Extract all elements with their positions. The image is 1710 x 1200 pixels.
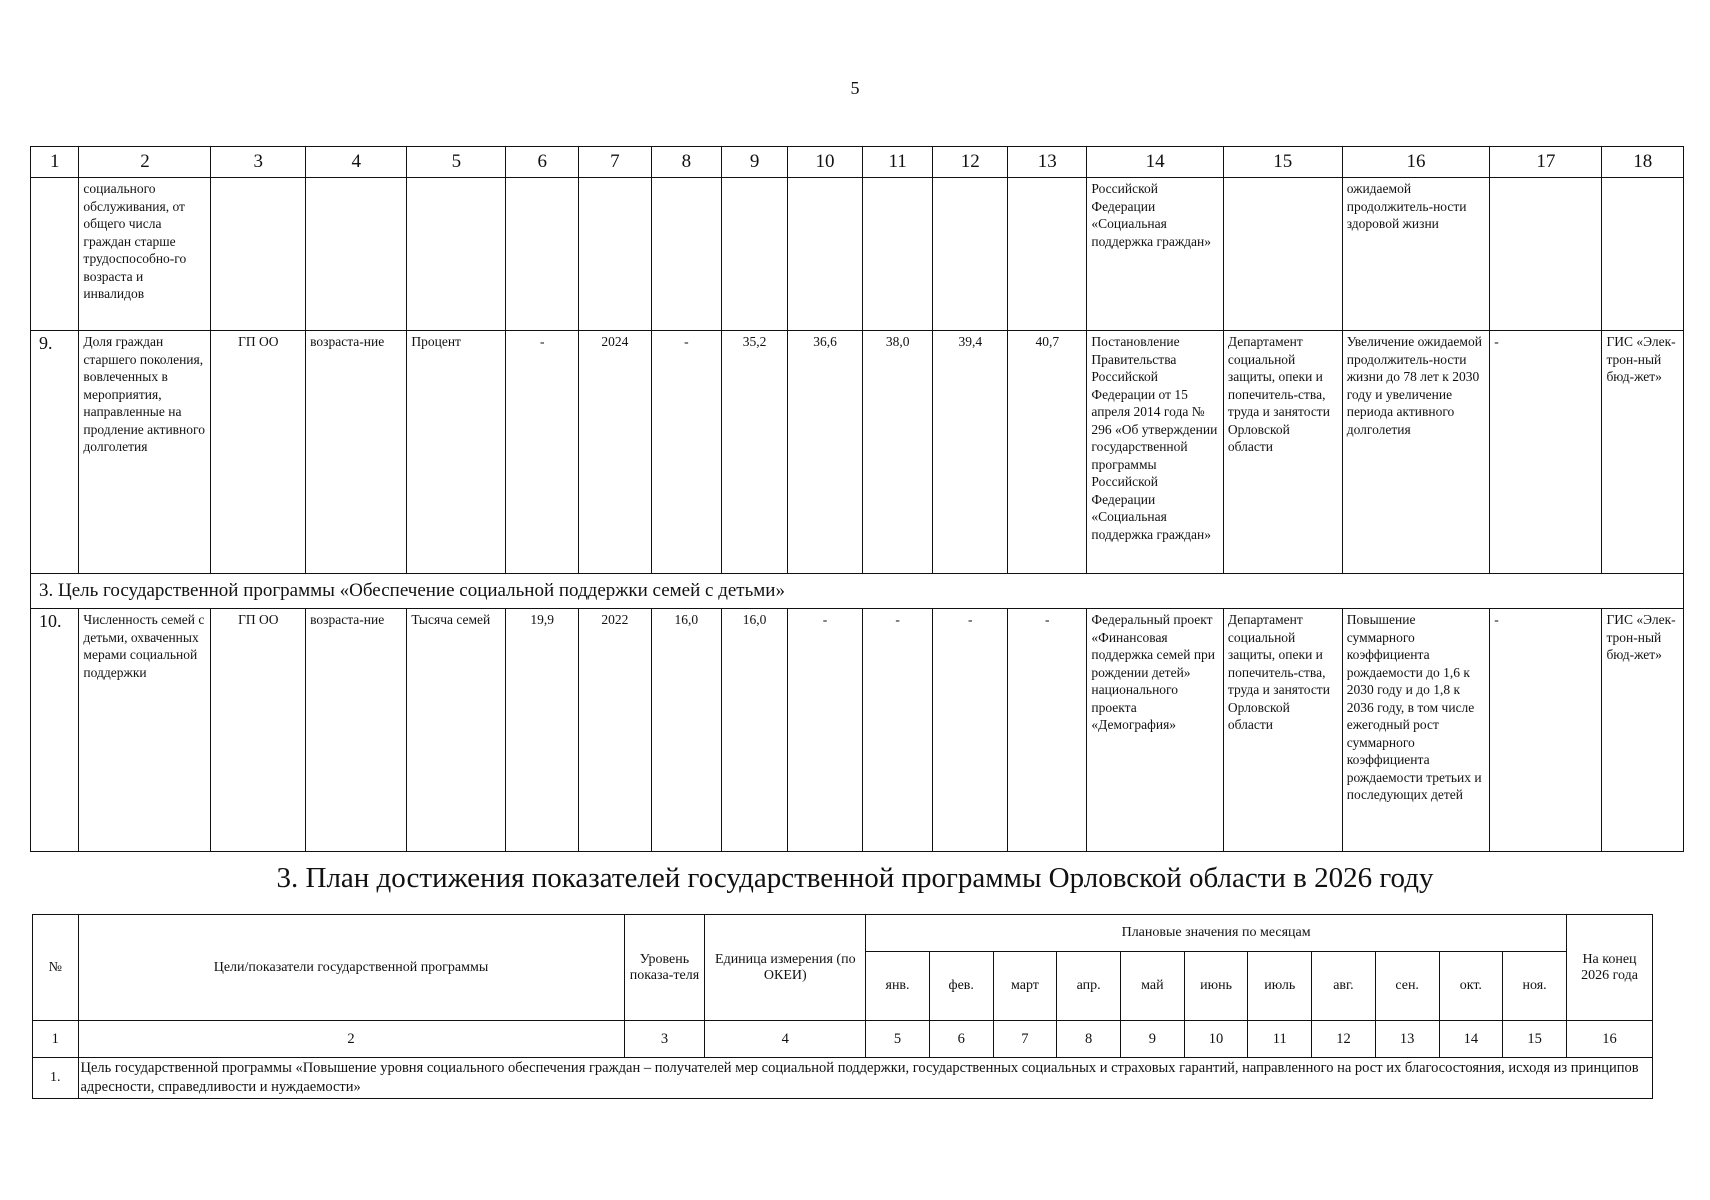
info-system-cell: ГИС «Элек-трон-ный бюд-жет» — [1602, 331, 1684, 574]
column-number: 13 — [1375, 1021, 1439, 1058]
end-of-year-header: На конец 2026 года — [1567, 915, 1653, 1021]
column-number: 2 — [78, 1021, 624, 1058]
col17-cell: - — [1490, 609, 1602, 852]
indicators-table — [30, 146, 1684, 852]
section-heading: 3. План достижения показателей государственной программы Орловской области в 2026 году — [276, 862, 1434, 894]
column-header: 10 — [788, 147, 863, 178]
goal-1-text: Цель государственной программы «Повышение уровня социального обеспечения граждан – получателей мер социальной поддержки, государственных социальных и страховых гарантий, направленного на рост их благосостояния, исходя из принципов адресности, справедливости и нуждаемости» — [78, 1058, 1653, 1099]
column-number: 4 — [705, 1021, 866, 1058]
column-number: 15 — [1503, 1021, 1567, 1058]
column-header: 7 — [579, 147, 652, 178]
goal-3-heading: 3. Цель государственной программы «Обеспечение социальной поддержки семей с детьми» — [31, 574, 1684, 609]
column-header: 8 — [651, 147, 721, 178]
indicator-name: Доля граждан старшего поколения, вовлеченных в мероприятия, направленные на продление активного долголетия — [79, 331, 211, 574]
column-number: 5 — [866, 1021, 930, 1058]
table-row-continued — [31, 178, 1684, 331]
column-header: 12 — [933, 147, 1008, 178]
indicator-name: социального обслуживания, от общего числа граждан старше трудоспособно-го возраста и инвалидов — [79, 178, 211, 331]
column-number: 9 — [1120, 1021, 1184, 1058]
base-value: - — [506, 331, 579, 574]
month-header: авг. — [1312, 952, 1376, 1021]
month-header: июнь — [1184, 952, 1248, 1021]
column-header: 14 — [1087, 147, 1223, 178]
document-cell: Российской Федерации «Социальная поддержка граждан» — [1087, 178, 1223, 331]
goals-header: Цели/показатели государственной программы — [78, 915, 624, 1021]
base-value: 19,9 — [506, 609, 579, 852]
base-year: 2022 — [579, 609, 652, 852]
document-cell: Постановление Правительства Российской Федерации от 15 апреля 2014 года № 296 «Об утверждении государственной программы Российской Федерации «Социальная поддержка граждан» — [1087, 331, 1223, 574]
column-header: 2 — [79, 147, 211, 178]
value-cell: - — [1008, 609, 1087, 852]
level-header: Уровень показа-теля — [624, 915, 705, 1021]
column-number: 12 — [1312, 1021, 1376, 1058]
month-header: июль — [1248, 952, 1312, 1021]
column-number: 16 — [1567, 1021, 1653, 1058]
indicator-name: Численность семей с детьми, охваченных мерами социальной поддержки — [79, 609, 211, 852]
column-header: 3 — [211, 147, 306, 178]
goal-row — [31, 574, 1684, 609]
column-number: 7 — [993, 1021, 1057, 1058]
column-number-row — [33, 1021, 1653, 1058]
info-system-cell: ГИС «Элек-трон-ный бюд-жет» — [1602, 609, 1684, 852]
value-cell: 40,7 — [1008, 331, 1087, 574]
column-header: 13 — [1008, 147, 1087, 178]
monthly-values-header: Плановые значения по месяцам — [866, 915, 1567, 952]
column-header: 15 — [1223, 147, 1342, 178]
column-number: 10 — [1184, 1021, 1248, 1058]
month-header: май — [1120, 952, 1184, 1021]
column-header: 1 — [31, 147, 79, 178]
month-header: ноя. — [1503, 952, 1567, 1021]
column-number: 11 — [1248, 1021, 1312, 1058]
column-header: 9 — [722, 147, 788, 178]
column-number: 1 — [33, 1021, 79, 1058]
number-header: № — [33, 915, 79, 1021]
indicator-level: ГП ОО — [211, 609, 306, 852]
table-row — [31, 609, 1684, 852]
value-cell: - — [862, 609, 932, 852]
column-header: 17 — [1490, 147, 1602, 178]
document-cell: Федеральный проект «Финансовая поддержка семей при рождении детей» национального проекта «Демография» — [1087, 609, 1223, 852]
national-goal-cell: Увеличение ожидаемой продолжитель-ности жизни до 78 лет к 2030 году и увеличение периода активного долголетия — [1342, 331, 1489, 574]
month-header: апр. — [1057, 952, 1121, 1021]
month-header: сен. — [1375, 952, 1439, 1021]
column-number-row — [31, 147, 1684, 178]
row-number: 9. — [31, 331, 79, 574]
column-number: 6 — [929, 1021, 993, 1058]
value-cell: 36,6 — [788, 331, 863, 574]
value-cell: 35,2 — [722, 331, 788, 574]
base-year: 2024 — [579, 331, 652, 574]
goal-row — [33, 1058, 1653, 1099]
unit-header: Единица измерения (по ОКЕИ) — [705, 915, 866, 1021]
monthly-plan-table — [32, 914, 1653, 1099]
column-header: 16 — [1342, 147, 1489, 178]
value-cell: 39,4 — [933, 331, 1008, 574]
value-cell: 16,0 — [722, 609, 788, 852]
value-cell: 38,0 — [862, 331, 932, 574]
national-goal-cell: ожидаемой продолжитель-ности здоровой жизни — [1342, 178, 1489, 331]
indicator-unit: Процент — [407, 331, 506, 574]
goal-number: 1. — [33, 1058, 79, 1099]
month-header: фев. — [929, 952, 993, 1021]
responsible-cell: Департамент социальной защиты, опеки и попечитель-ства, труда и занятости Орловской области — [1223, 609, 1342, 852]
indicator-level: ГП ОО — [211, 331, 306, 574]
value-cell: 16,0 — [651, 609, 721, 852]
column-header: 18 — [1602, 147, 1684, 178]
indicator-unit: Тысяча семей — [407, 609, 506, 852]
month-header: окт. — [1439, 952, 1503, 1021]
column-header: 11 — [862, 147, 932, 178]
value-cell: - — [651, 331, 721, 574]
column-number: 3 — [624, 1021, 705, 1058]
row-number: 10. — [31, 609, 79, 852]
column-header: 5 — [407, 147, 506, 178]
month-header: март — [993, 952, 1057, 1021]
col17-cell: - — [1490, 331, 1602, 574]
indicator-trend: возраста-ние — [306, 331, 407, 574]
indicator-trend: возраста-ние — [306, 609, 407, 852]
table-row — [31, 331, 1684, 574]
national-goal-cell: Повышение суммарного коэффициента рождаемости до 1,6 к 2030 году и до 1,8 к 2036 году, в том числе ежегодный рост суммарного коэффициента рождаемости третьих и последующих детей — [1342, 609, 1489, 852]
page-number: 5 — [850, 78, 860, 98]
column-number: 8 — [1057, 1021, 1121, 1058]
month-header: янв. — [866, 952, 930, 1021]
column-header: 4 — [306, 147, 407, 178]
column-header: 6 — [506, 147, 579, 178]
value-cell: - — [933, 609, 1008, 852]
header-row — [33, 915, 1653, 952]
value-cell: - — [788, 609, 863, 852]
responsible-cell: Департамент социальной защиты, опеки и попечитель-ства, труда и занятости Орловской области — [1223, 331, 1342, 574]
column-number: 14 — [1439, 1021, 1503, 1058]
